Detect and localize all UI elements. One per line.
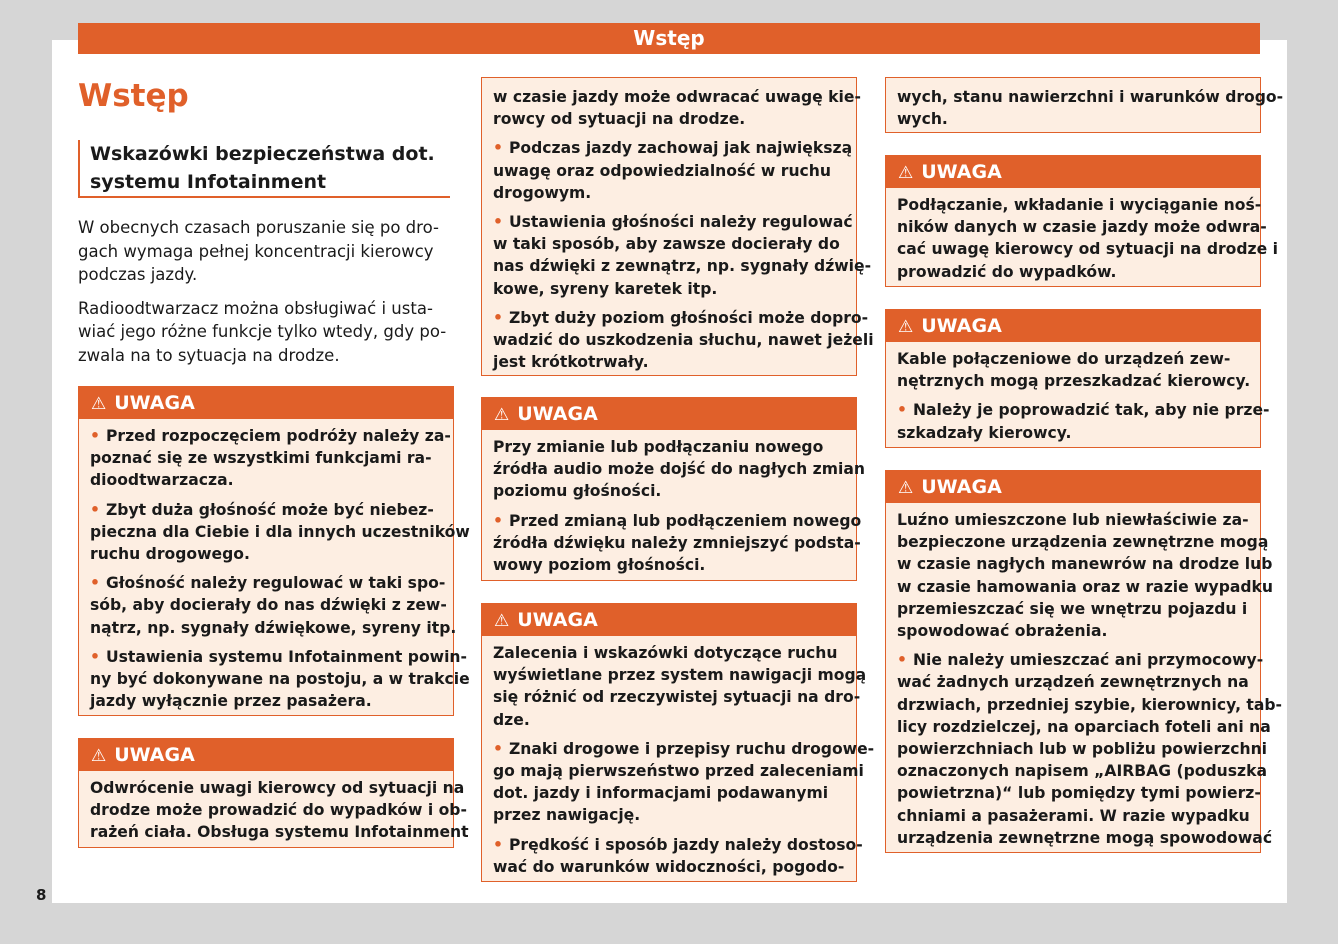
bullet-text: Znaki drogowe i przepisy ruchu drogowe- — [508, 739, 875, 758]
bullet-icon: • — [90, 647, 100, 666]
text-line: spowodować obrażenia. — [897, 622, 1108, 641]
warning-label: UWAGA — [517, 609, 598, 631]
warning-triangle-icon: ⚠ — [898, 478, 914, 498]
text-line: źródła audio może dojść do nagłych zmian — [493, 460, 865, 479]
bullet-item — [90, 425, 451, 492]
text-line: drogowym. — [493, 183, 592, 202]
warning-triangle-icon: ⚠ — [494, 405, 510, 425]
page-title: Wstęp — [78, 78, 189, 114]
bullet-text: Podczas jazdy zachowaj jak największą — [508, 139, 853, 158]
text-line — [897, 649, 1264, 671]
warning-header — [482, 604, 856, 636]
text-line: szkadzały kierowcy. — [897, 423, 1072, 442]
text-line: w taki sposób, aby zawsze docierały do — [493, 235, 840, 254]
bullet-text: Przed rozpoczęciem podróży należy za- — [105, 427, 451, 445]
bullet-text: Prędkość i sposób jazdy należy dostoso- — [508, 835, 863, 854]
warning-label: UWAGA — [517, 403, 598, 425]
intro-paragraph — [78, 216, 458, 287]
text-line: nątrz, np. sygnały dźwiękowe, syreny itp. — [90, 618, 457, 637]
text-line: wowy poziom głośności. — [493, 556, 706, 575]
bullet-item — [493, 510, 862, 577]
text-line: nętrznych mogą przeszkadzać kierowcy. — [897, 372, 1251, 391]
warning-box — [885, 470, 1283, 853]
text-line: prowadzić do wypadków. — [897, 262, 1117, 281]
intro-paragraph — [78, 297, 458, 368]
bullet-icon: • — [493, 511, 503, 530]
bullet-text: Nie należy umieszczać ani przymocowy- — [912, 651, 1264, 670]
bullet-item — [90, 499, 470, 566]
text-line: bezpieczone urządzenia zewnętrzne mogą — [897, 533, 1269, 552]
text-line: ników danych w czasie jazdy może odwra- — [897, 218, 1267, 237]
bullet-text: Zbyt duża głośność może być niebez- — [105, 500, 434, 519]
text-line: Podłączanie, wkładanie i wyciąganie noś- — [897, 196, 1262, 214]
text-line — [90, 646, 467, 668]
text-line: wych. — [897, 110, 948, 129]
text-line — [90, 425, 451, 447]
subheading-line: Wskazówki bezpieczeństwa dot. — [90, 143, 435, 165]
warning-triangle-icon: ⚠ — [494, 611, 510, 631]
text-line: Przy zmianie lub podłączaniu nowego — [493, 438, 824, 456]
text-line: wać żadnych urządzeń zewnętrznych na — [897, 673, 1249, 692]
warning-paragraph — [493, 86, 861, 130]
warning-label: UWAGA — [921, 161, 1002, 183]
intro-text — [78, 216, 458, 377]
text-line: wyświetlane przez system nawigacji mogą — [493, 666, 867, 685]
text-line: jest krótkotrwały. — [493, 353, 649, 372]
warning-paragraph — [90, 777, 469, 844]
text-line: przemieszczać się we wnętrzu pojazdu i — [897, 599, 1248, 618]
text-line: sób, aby docierały do nas dźwięki z zew- — [90, 596, 447, 615]
text-line: podczas jazdy. — [78, 265, 198, 284]
bullet-icon: • — [493, 739, 503, 758]
bullet-item — [493, 211, 872, 300]
text-line — [493, 738, 875, 760]
bullet-text: Głośność należy regulować w taki spo- — [105, 574, 446, 593]
text-line — [493, 211, 853, 233]
text-line: rowcy od sytuacji na drodze. — [493, 110, 746, 129]
text-line — [493, 137, 853, 159]
text-line: zwala na to sytuacja na drodze. — [78, 345, 340, 365]
text-line: źródła dźwięku należy zmniejszyć podsta- — [493, 533, 861, 552]
text-line: Odwrócenie uwagi kierowcy od sytuacji na — [90, 779, 465, 797]
text-line: poziomu głośności. — [493, 482, 662, 501]
bullet-item — [493, 738, 875, 827]
text-line: przez nawigację. — [493, 806, 641, 825]
text-line: w czasie nagłych manewrów na drodze lub — [897, 555, 1273, 574]
warning-triangle-icon: ⚠ — [91, 394, 107, 414]
bullet-icon: • — [493, 213, 503, 232]
text-line: drzwiach, przedniej szybie, kierownicy, tab- — [897, 695, 1283, 714]
text-line: uwagę oraz odpowiedzialność w ruchu — [493, 161, 831, 180]
text-line — [897, 399, 1270, 421]
text-line: licy rozdzielczej, na oparciach foteli ani na — [897, 717, 1271, 736]
warning-box — [78, 386, 470, 716]
text-line: w czasie jazdy może odwracać uwagę kie- — [493, 88, 861, 106]
warning-header — [886, 471, 1260, 503]
warning-label: UWAGA — [114, 744, 195, 766]
warning-box — [481, 603, 875, 882]
text-line: oznaczonych napisem „AIRBAG (poduszka — [897, 762, 1267, 781]
bullet-text: Ustawienia głośności należy regulować — [508, 213, 853, 232]
text-line: wych, stanu nawierzchni i warunków drogo- — [897, 88, 1284, 106]
text-line — [493, 510, 862, 532]
bullet-text: Należy je poprowadzić tak, aby nie prze- — [912, 401, 1270, 420]
text-line: W obecnych czasach poruszanie się po dro- — [78, 218, 439, 237]
text-line: jazdy wyłącznie przez pasażera. — [90, 692, 372, 711]
warning-header — [886, 156, 1260, 188]
subheading-line: systemu Infotainment — [90, 171, 327, 193]
text-line: dot. jazdy i informacjami podawanymi — [493, 784, 829, 803]
text-line: chniami a pasażerami. W razie wypadku — [897, 806, 1250, 825]
bullet-icon: • — [493, 308, 503, 327]
bullet-icon: • — [90, 574, 100, 593]
warning-paragraph — [493, 436, 865, 503]
bullet-text: Zbyt duży poziom głośności może dopro- — [508, 308, 869, 327]
warning-paragraph — [897, 86, 1284, 130]
warning-paragraph — [897, 194, 1278, 283]
bullet-item — [493, 137, 853, 204]
text-line: powierzchniach lub w pobliżu powierzchni — [897, 740, 1268, 759]
warning-header — [886, 310, 1260, 342]
bullet-item — [897, 649, 1283, 849]
bullet-icon: • — [897, 651, 907, 670]
bullet-item — [897, 399, 1270, 443]
subheading — [78, 140, 450, 198]
text-line: Kable połączeniowe do urządzeń zew- — [897, 350, 1231, 368]
warning-header — [482, 398, 856, 430]
text-line: cać uwagę kierowcy od sytuacji na drodze i — [897, 240, 1278, 259]
bullet-icon: • — [90, 427, 100, 445]
text-line: wadzić do uszkodzenia słuchu, nawet jeżeli — [493, 331, 874, 350]
bullet-text: Ustawienia systemu Infotainment powin- — [105, 647, 467, 666]
warning-header — [79, 387, 453, 419]
text-line: dioodtwarzacza. — [90, 471, 234, 490]
text-line: go mają pierwszeństwo przed zaleceniami — [493, 762, 864, 781]
text-line: urządzenia zewnętrzne mogą spowodować — [897, 828, 1273, 847]
text-line — [90, 572, 446, 594]
bullet-icon: • — [897, 401, 907, 420]
text-line: Radioodtwarzacz można obsługiwać i usta- — [78, 298, 433, 318]
warning-paragraph — [897, 509, 1274, 642]
warning-label: UWAGA — [921, 476, 1002, 498]
bullet-icon: • — [493, 139, 503, 158]
text-line: się różnić od rzeczywistej sytuacji na dro- — [493, 688, 861, 707]
page-number: 8 — [36, 886, 47, 904]
text-line: dze. — [493, 710, 530, 729]
warning-triangle-icon: ⚠ — [898, 317, 914, 337]
text-line: ny być dokonywane na postoju, a w trakcie — [90, 670, 470, 689]
warning-box — [885, 309, 1270, 448]
bullet-icon: • — [493, 835, 503, 854]
text-line — [493, 834, 863, 856]
bullet-item — [493, 834, 863, 878]
text-line: poznać się ze wszystkimi funkcjami ra- — [90, 449, 432, 468]
warning-triangle-icon: ⚠ — [898, 163, 914, 183]
bullet-text: Przed zmianą lub podłączeniem nowego — [508, 511, 862, 530]
warning-label: UWAGA — [921, 315, 1002, 337]
text-line: ruchu drogowego. — [90, 545, 250, 564]
text-line: rażeń ciała. Obsługa systemu Infotainment — [90, 823, 469, 842]
warning-box — [78, 738, 469, 848]
text-line: nas dźwięki z zewnątrz, np. sygnały dźwię- — [493, 257, 872, 276]
warning-box-continued — [481, 77, 874, 376]
text-line: wiać jego różne funkcje tylko wtedy, gdy po- — [78, 322, 447, 341]
text-line: w czasie hamowania oraz w razie wypadku — [897, 577, 1274, 596]
text-line: powietrzna)“ lub pomiędzy tymi powierz- — [897, 784, 1261, 803]
bullet-icon: • — [90, 500, 100, 519]
text-line: gach wymaga pełnej koncentracji kierowcy — [78, 241, 434, 261]
text-line: Zalecenia i wskazówki dotyczące ruchu — [493, 644, 838, 662]
text-line: Luźno umieszczone lub niewłaściwie za- — [897, 511, 1249, 529]
bullet-item — [90, 646, 470, 713]
bullet-item — [493, 307, 874, 374]
warning-paragraph — [493, 642, 867, 731]
warning-header — [79, 739, 453, 771]
warning-box — [481, 397, 865, 581]
text-line: wać do warunków widoczności, pogodo- — [493, 857, 845, 876]
text-line: pieczna dla Ciebie i dla innych uczestników — [90, 522, 470, 541]
text-line — [493, 307, 869, 329]
text-line: kowe, syreny karetek itp. — [493, 279, 718, 298]
bullet-item — [90, 572, 457, 639]
warning-label: UWAGA — [114, 392, 195, 414]
text-line — [90, 499, 443, 521]
warning-box-continued — [885, 77, 1284, 133]
text-line: drodze może prowadzić do wypadków i ob- — [90, 801, 467, 820]
warning-paragraph — [897, 348, 1250, 392]
section-header-bar: Wstęp — [78, 23, 1260, 54]
warning-triangle-icon: ⚠ — [91, 746, 107, 766]
warning-box — [885, 155, 1278, 287]
